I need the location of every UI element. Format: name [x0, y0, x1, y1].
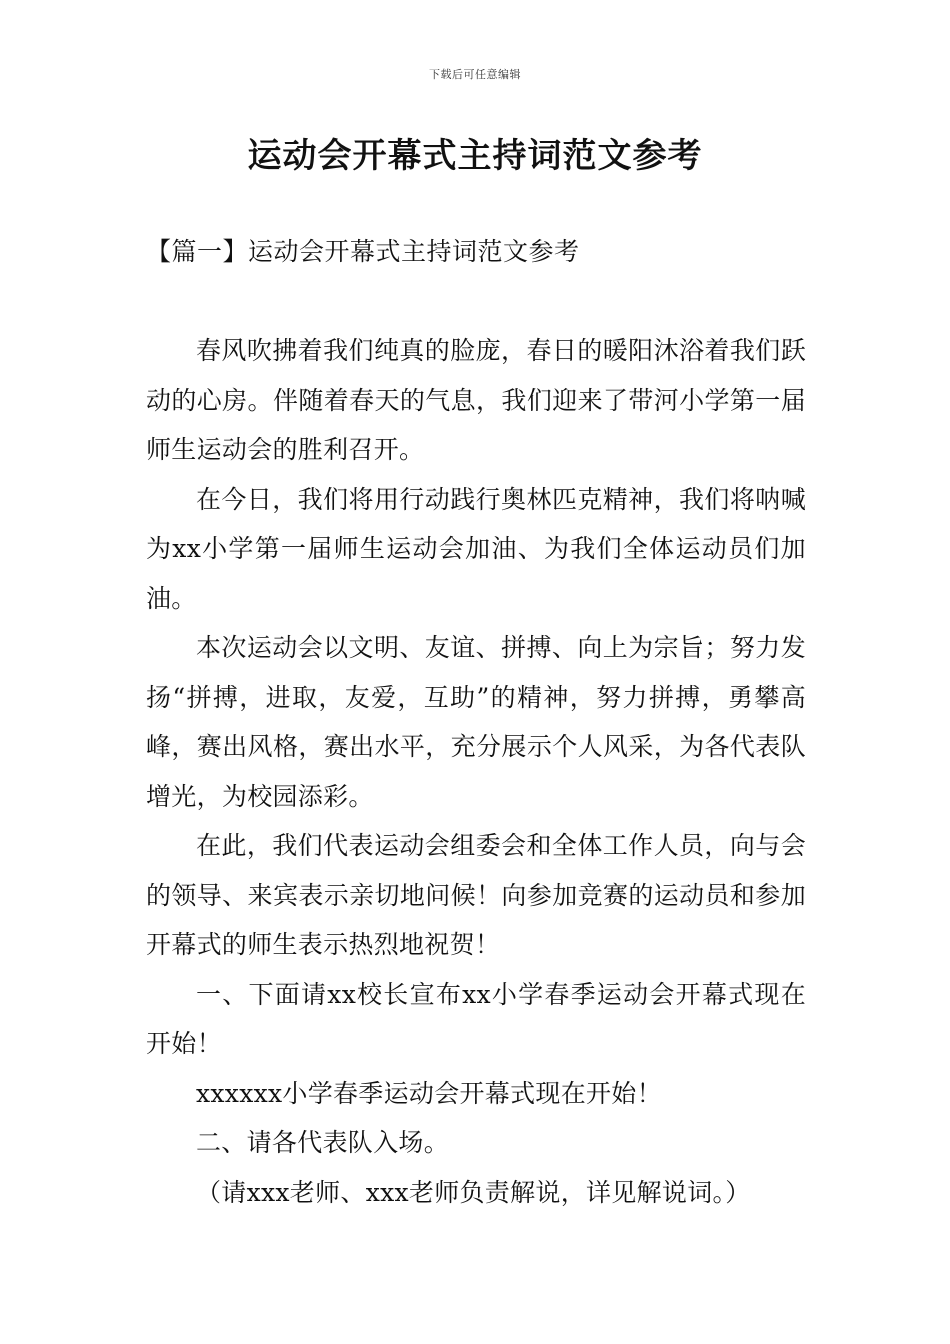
document-title: 运动会开幕式主持词范文参考 [247, 136, 703, 176]
section-heading: 【篇一】运动会开幕式主持词范文参考 [146, 237, 580, 266]
paragraph-6: xxxxxx小学春季运动会开幕式现在开始！ [196, 1078, 662, 1108]
paragraph-2: 在今日，我们将用行动践行奥林匹克精神，我们将呐喊为xx小学第一届师生运动会加油、为我们全体运动员们加油。 [146, 484, 806, 613]
paragraph-1: 春风吹拂着我们纯真的脸庞，春日的暖阳沐浴着我们跃动的心房。伴随着春天的气息，我们迎来了带河小学第一届师生运动会的胜利召开。 [146, 336, 806, 464]
paragraph-5: 一、下面请xx校长宣布xx小学春季运动会开幕式现在开始！ [146, 979, 806, 1058]
paragraph-4: 在此，我们代表运动会组委会和全体工作人员，向与会的领导、来宾表示亲切地问候！向参加竞赛的运动员和参加开幕式的师生表示热烈地祝贺！ [146, 831, 806, 959]
document-body [146, 326, 806, 1217]
header-note: 下载后可任意编辑 [429, 68, 521, 81]
paragraph-8: （请xxx老师、xxx老师负责解说，详见解说词。） [196, 1177, 751, 1207]
paragraph-7: 二、请各代表队入场。 [196, 1128, 450, 1157]
paragraph-3: 本次运动会以文明、友谊、拼搏、向上为宗旨；努力发扬“拼搏，进取，友爱，互助”的精神，努力拼搏，勇攀高峰，赛出风格，赛出水平，充分展示个人风采，为各代表队增光，为校园添彩。 [146, 633, 806, 811]
